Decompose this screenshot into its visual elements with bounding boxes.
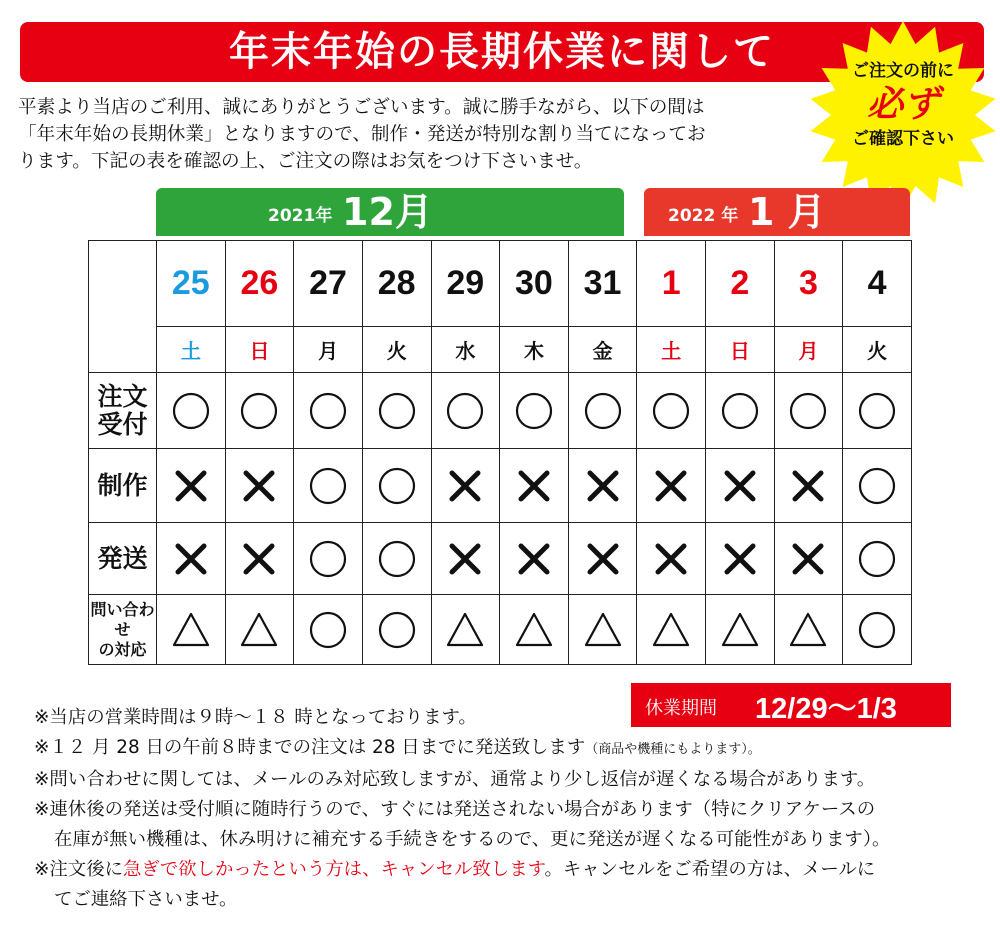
mark-cell: [500, 449, 569, 523]
date-cell: 26: [225, 241, 294, 327]
circle-mark-icon: [308, 391, 348, 431]
date-cell: 27: [294, 241, 363, 327]
mark-cell: [843, 373, 912, 449]
weekday-cell: 木: [500, 327, 569, 373]
mark-cell: [431, 373, 500, 449]
circle-mark-icon: [857, 539, 897, 579]
row-label-line1: 注文: [97, 381, 148, 411]
mark-cell: [637, 449, 706, 523]
date-cell: 3: [774, 241, 843, 327]
triangle-mark-icon: [720, 610, 760, 650]
circle-mark-icon: [583, 391, 623, 431]
mark-cell: [431, 595, 500, 665]
mark-cell: [568, 595, 637, 665]
note-2: [34, 733, 984, 765]
circle-mark-icon: [445, 391, 485, 431]
note-5: [34, 855, 984, 885]
mark-cell: [225, 595, 294, 665]
mark-cell: [294, 373, 363, 449]
cross-mark-icon: [788, 539, 828, 579]
circle-mark-icon: [788, 391, 828, 431]
schedule-table: [88, 240, 912, 665]
mark-cell: [431, 523, 500, 595]
page-title: 年末年始の長期休業に関して: [229, 29, 775, 75]
circle-mark-icon: [308, 539, 348, 579]
mark-cell: [157, 523, 226, 595]
note-2-small: （商品や機種にもよります）。: [585, 742, 761, 757]
weekday-cell: 水: [431, 327, 500, 373]
month-tab-december-year: 2021年: [268, 206, 333, 226]
mark-cell: [431, 449, 500, 523]
circle-mark-icon: [308, 610, 348, 650]
date-cell: 1: [637, 241, 706, 327]
note-4-line1: ※連休後の発送は受付順に随時行うので、すぐには発送されない場合があります（特にクリアケースの: [34, 799, 876, 820]
intro-line1: 平素より当店のご利用、誠にありがとうございます。誠に勝手ながら、以下の間は: [18, 97, 705, 118]
mark-cell: [362, 449, 431, 523]
note-1: ※当店の営業時間は９時〜１８ 時となっております。: [34, 707, 477, 728]
badge-line1: ご注文の前に: [852, 61, 954, 81]
circle-mark-icon: [377, 466, 417, 506]
date-cell: 2: [706, 241, 775, 327]
circle-mark-icon: [651, 391, 691, 431]
month-tab-december-month: 12月: [342, 190, 433, 234]
circle-mark-icon: [857, 391, 897, 431]
mark-cell: [157, 373, 226, 449]
holiday-period-value: 12/29〜1/3: [755, 693, 897, 725]
cross-mark-icon: [583, 539, 623, 579]
mark-cell: [843, 523, 912, 595]
mark-cell: [157, 595, 226, 665]
cross-mark-icon: [514, 466, 554, 506]
mark-cell: [774, 595, 843, 665]
notice-badge: [808, 58, 998, 152]
triangle-mark-icon: [788, 610, 828, 650]
triangle-mark-icon: [239, 610, 279, 650]
mark-cell: [774, 373, 843, 449]
circle-mark-icon: [720, 391, 760, 431]
mark-cell: [362, 523, 431, 595]
mark-cell: [774, 449, 843, 523]
weekday-row: [89, 327, 912, 373]
holiday-period-label: 休業期間: [645, 698, 717, 719]
row-label: [89, 523, 157, 595]
mark-cell: [774, 523, 843, 595]
cross-mark-icon: [171, 466, 211, 506]
cross-mark-icon: [651, 466, 691, 506]
cross-mark-icon: [239, 539, 279, 579]
triangle-mark-icon: [651, 610, 691, 650]
mark-cell: [294, 523, 363, 595]
mark-cell: [225, 449, 294, 523]
weekday-cell: 日: [225, 327, 294, 373]
schedule-row: [89, 523, 912, 595]
cross-mark-icon: [445, 466, 485, 506]
mark-cell: [362, 595, 431, 665]
weekday-cell: 金: [568, 327, 637, 373]
note-4-line2: 在庫が無い機種は、休み明けに補充する手続きをするので、更に発送が遅くなる可能性があります）。: [54, 829, 891, 850]
mark-cell: [843, 595, 912, 665]
note-5-prefix: ※注文後に: [34, 859, 123, 880]
schedule-row: [89, 449, 912, 523]
row-label-line1: 制作: [97, 470, 148, 500]
mark-cell: [225, 373, 294, 449]
mark-cell: [637, 595, 706, 665]
mark-cell: [706, 449, 775, 523]
mark-cell: [568, 523, 637, 595]
circle-mark-icon: [171, 391, 211, 431]
circle-mark-icon: [857, 466, 897, 506]
cross-mark-icon: [720, 539, 760, 579]
row-label-line2: の対応: [98, 639, 147, 659]
mark-cell: [362, 373, 431, 449]
weekday-cell: 土: [637, 327, 706, 373]
mark-cell: [294, 449, 363, 523]
weekday-cell: 月: [294, 327, 363, 373]
circle-mark-icon: [514, 391, 554, 431]
circle-mark-icon: [377, 610, 417, 650]
mark-cell: [157, 449, 226, 523]
date-cell: 25: [157, 241, 226, 327]
corner-cell: [89, 241, 157, 373]
circle-mark-icon: [377, 391, 417, 431]
note-2-main: ※１２ 月 28 日の午前８時までの注文は 28 日までに発送致します: [34, 737, 586, 758]
badge-line3: ご確認下さい: [852, 129, 954, 149]
cross-mark-icon: [171, 539, 211, 579]
cross-mark-icon: [445, 539, 485, 579]
date-row: [89, 241, 912, 327]
weekday-cell: 日: [706, 327, 775, 373]
weekday-cell: 火: [843, 327, 912, 373]
triangle-mark-icon: [514, 610, 554, 650]
month-tab-december: [156, 188, 624, 236]
cross-mark-icon: [720, 466, 760, 506]
mark-cell: [225, 523, 294, 595]
cross-mark-icon: [514, 539, 554, 579]
mark-cell: [500, 595, 569, 665]
mark-cell: [843, 449, 912, 523]
weekday-cell: 火: [362, 327, 431, 373]
circle-mark-icon: [857, 610, 897, 650]
mark-cell: [568, 373, 637, 449]
date-cell: 30: [500, 241, 569, 327]
cross-mark-icon: [583, 466, 623, 506]
weekday-cell: 土: [157, 327, 226, 373]
circle-mark-icon: [377, 539, 417, 579]
date-cell: 4: [843, 241, 912, 327]
circle-mark-icon: [308, 466, 348, 506]
month-tab-january-year: 2022 年: [668, 206, 739, 226]
mark-cell: [500, 373, 569, 449]
date-cell: 29: [431, 241, 500, 327]
schedule-row: [89, 373, 912, 449]
circle-mark-icon: [239, 391, 279, 431]
mark-cell: [568, 449, 637, 523]
row-label-line1: 発送: [97, 543, 148, 573]
mark-cell: [500, 523, 569, 595]
cross-mark-icon: [651, 539, 691, 579]
triangle-mark-icon: [171, 610, 211, 650]
mark-cell: [706, 373, 775, 449]
weekday-cell: 月: [774, 327, 843, 373]
row-label: [89, 449, 157, 523]
notes: [34, 703, 984, 915]
intro-line3: ります。下記の表を確認の上、ご注文の際はお気をつけ下さいませ。: [18, 151, 593, 172]
note-5-red: 急ぎで欲しかったという方は、キャンセル致します: [122, 859, 545, 880]
badge-line2: 必ず: [866, 84, 939, 125]
date-cell: 28: [362, 241, 431, 327]
row-label: [89, 373, 157, 449]
cross-mark-icon: [788, 466, 828, 506]
month-tab-january-month: 1 月: [748, 190, 826, 234]
triangle-mark-icon: [583, 610, 623, 650]
note-5-line2: てご連絡下さいませ。: [54, 889, 238, 910]
row-label: [89, 595, 157, 665]
row-label-line1: 問い合わせ: [90, 599, 155, 639]
mark-cell: [294, 595, 363, 665]
triangle-mark-icon: [445, 610, 485, 650]
intro-text: [18, 94, 808, 175]
mark-cell: [637, 523, 706, 595]
note-5-suffix: 。キャンセルをご希望の方は、メールに: [544, 859, 876, 880]
intro-line2: 「年末年始の長期休業」となりますので、制作・発送が特別な割り当てになってお: [18, 124, 706, 145]
date-cell: 31: [568, 241, 637, 327]
month-tab-january: [644, 188, 910, 236]
mark-cell: [706, 595, 775, 665]
mark-cell: [706, 523, 775, 595]
schedule-row: [89, 595, 912, 665]
note-3: ※問い合わせに関しては、メールのみ対応致しますが、通常より少し返信が遅くなる場合があります。: [34, 769, 876, 790]
cross-mark-icon: [239, 466, 279, 506]
mark-cell: [637, 373, 706, 449]
row-label-line2: 受付: [97, 409, 148, 439]
